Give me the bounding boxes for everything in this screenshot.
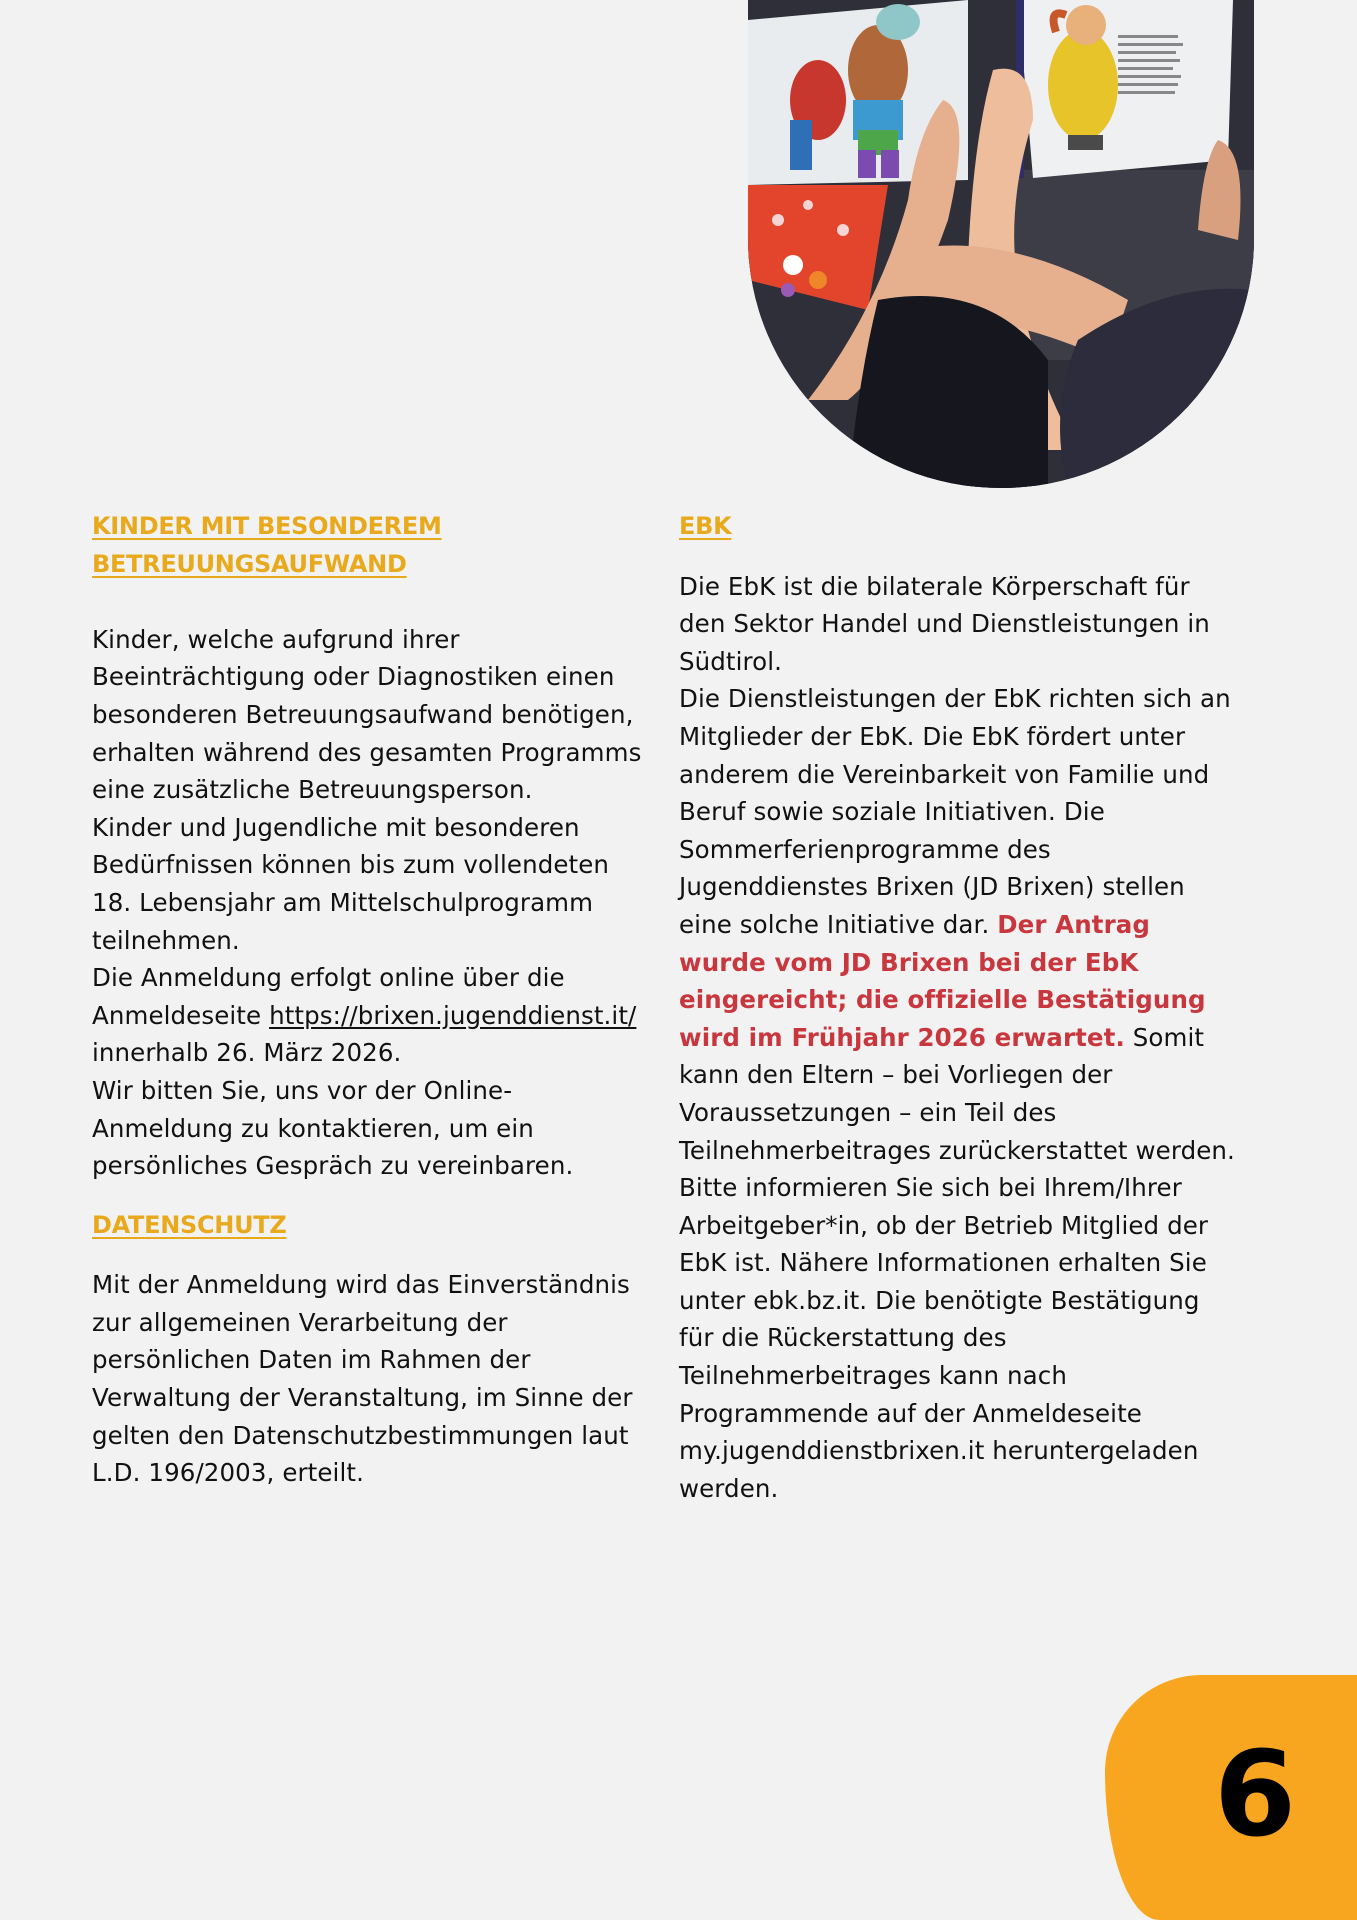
refund-text: Somit kann den Eltern – bei Vorliegen der Voraussetzungen – ein Teil des Teilnehmerbeitrages zurückerstattet werden. xyxy=(679,1022,1235,1165)
paragraph: Mit der Anmeldung wird das Einverständnis zur allgemeinen Verarbeitung der persönlichen Daten im Rahmen der Verwaltung der Veranstaltung, im Sinne der gelten den Datenschutzbestimmungen laut L.D. 196/2003, erteilt. xyxy=(92,1270,633,1488)
section-datenschutz xyxy=(92,1207,652,1492)
left-column xyxy=(92,508,652,1492)
registration-link[interactable]: https://brixen.jugenddienst.it/ xyxy=(269,1000,637,1030)
paragraph-registration xyxy=(92,959,652,1072)
spacer xyxy=(679,546,1239,568)
photo-children-reading-icon xyxy=(748,0,1254,488)
spacer xyxy=(92,1244,652,1266)
right-column xyxy=(679,508,1239,1507)
paragraph: Wir bitten Sie, uns vor der Online-Anmeldung zu kontaktieren, um ein persönliches Gespräch zu vereinbaren. xyxy=(92,1075,574,1181)
paragraph: Die EbK ist die bilaterale Körperschaft für den Sektor Handel und Dienstleistungen in Südtirol. xyxy=(679,571,1210,676)
page-number: 6 xyxy=(1213,1725,1297,1863)
ebk-services-text: Die Dienstleistungen der EbK richten sich an Mitglieder der EbK. Die EbK fördert unter anderem die Vereinbarkeit von Familie und Beruf sowie soziale Initiativen. Die Sommerferienprogramme des Jugenddienstes Brixen (JD Brixen) stellen eine solche Initiative dar. xyxy=(679,684,1231,939)
section-heading xyxy=(92,508,652,583)
section-heading: EBK xyxy=(679,512,732,540)
section-heading: DATENSCHUTZ xyxy=(92,1210,287,1239)
heading-line-1: KINDER MIT BESONDEREM xyxy=(92,512,442,540)
registration-text: Die Anmeldung erfolgt online über die Anmeldeseite xyxy=(92,963,565,1030)
highlighted-notice: Der Antrag wurde vom JD Brixen bei der EbK eingereicht; die offizielle Bestätigung wird im Frühjahr 2026 erwartet. xyxy=(679,909,1206,1052)
section-ebk xyxy=(679,508,1239,1507)
paragraph-ebk-services xyxy=(679,680,1239,1169)
spacer xyxy=(92,1185,652,1207)
registration-deadline: innerhalb 26. März 2026. xyxy=(92,1038,402,1068)
spacer xyxy=(92,583,652,621)
section-besonderer-betreuungsaufwand xyxy=(92,508,652,1185)
heading-line-2: BETREUUNGSAUFWAND xyxy=(92,549,407,578)
paragraph: Kinder, welche aufgrund ihrer Beeinträchtigung oder Diagnostiken einen besonderen Betreuungsaufwand benötigen, erhalten während des gesamten Programms eine zusätzliche Betreuungsperson. xyxy=(92,624,642,805)
photo-children-reading xyxy=(748,0,1254,488)
paragraph: Kinder und Jugendliche mit besonderen Bedürfnissen können bis zum vollendeten 18. Lebensjahr am Mittelschulprogramm teilnehmen. xyxy=(92,812,610,955)
paragraph: Bitte informieren Sie sich bei Ihrem/Ihrer Arbeitgeber*in, ob der Betrieb Mitglied der EbK ist. Nähere Informationen erhalten Sie unter ebk.bz.it. Die benötigte Bestätigung für die Rückerstattung des Teilnehmerbeitrages kann nach Programmende auf der Anmeldeseite my.jugenddienstbrixen.it heruntergeladen werden. xyxy=(679,1173,1209,1503)
